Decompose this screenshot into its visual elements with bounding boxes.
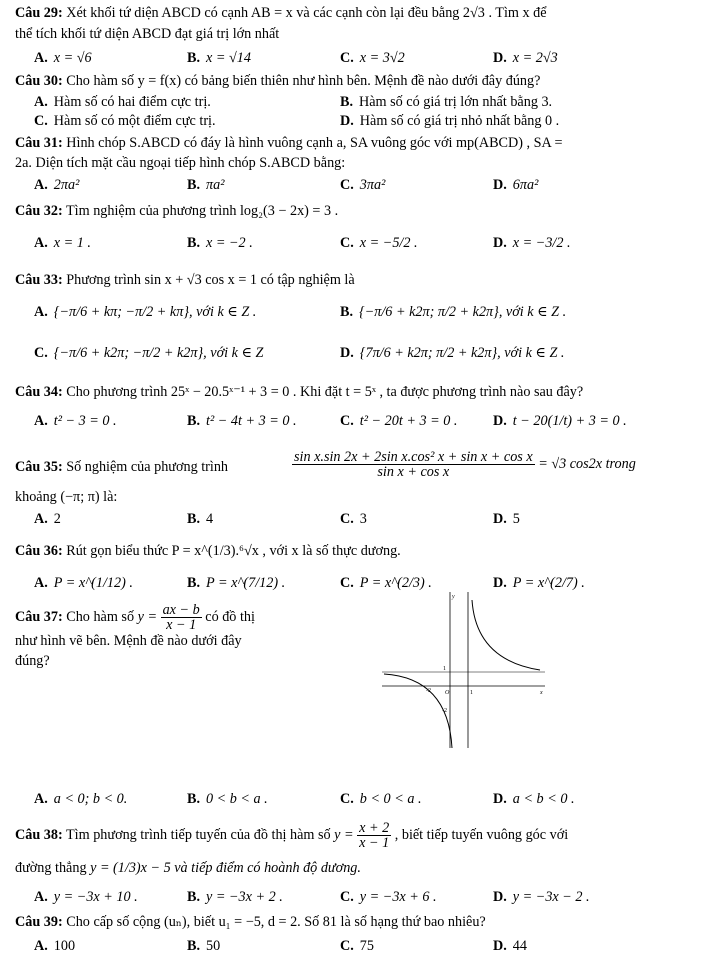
q30-option-a[interactable] [34, 93, 211, 111]
q29-line2: thể tích khối tứ diện ABCD đạt giá trị lớn nhất [15, 26, 280, 42]
option-letter: A. [34, 413, 48, 429]
option-letter: A. [34, 94, 48, 110]
q34-option-c[interactable] [340, 412, 457, 430]
tick-label: -2 [426, 688, 431, 694]
denominator: x − 1 [359, 835, 390, 851]
q37-option-b[interactable] [187, 790, 268, 808]
q38-text-b: , biết tiếp tuyến vuông góc với [394, 826, 569, 843]
q35-fraction [292, 450, 535, 479]
q34-line1 [15, 383, 583, 401]
q29-line1 [15, 4, 547, 22]
option-text: Hàm số có hai điểm cực trị. [53, 94, 211, 110]
option-letter: D. [493, 50, 507, 66]
q39-option-a[interactable] [34, 937, 75, 955]
option-letter: A. [34, 235, 48, 251]
option-letter: D. [493, 575, 507, 591]
option-text: P = x^(2/7) . [512, 575, 585, 591]
q30-option-d[interactable] [340, 112, 559, 130]
q33-line1 [15, 271, 355, 289]
denominator: sin x + cos x [377, 464, 450, 480]
y-label: y [452, 594, 455, 600]
option-text: P = x^(2/3) . [359, 575, 432, 591]
q29-option-b[interactable] [187, 49, 251, 67]
q29-option-c[interactable] [340, 49, 405, 67]
q38-text-c: đường thẳng [15, 860, 87, 876]
option-letter: D. [493, 511, 507, 527]
option-text: {−π/6 + k2π; −π/2 + k2π}, với k ∈ Z [53, 345, 264, 361]
q31-line2: 2a. Diện tích mặt cầu ngoại tiếp hình chóp S.ABCD bằng: [15, 155, 346, 171]
right-branch [472, 600, 540, 670]
q33-option-d[interactable] [340, 344, 564, 362]
q38-fraction [357, 821, 391, 850]
option-letter: A. [34, 304, 48, 320]
q39-text: Cho cấp số cộng (uₙ), biết u₁ = −5, d = 2. Số 81 là số hạng thứ bao nhiêu? [66, 914, 486, 930]
q39-line1 [15, 913, 486, 931]
option-letter: C. [34, 113, 48, 129]
option-letter: B. [187, 889, 201, 905]
option-text: 4 [206, 511, 214, 527]
option-letter: D. [493, 177, 507, 193]
option-letter: A. [34, 791, 48, 807]
option-text: x = 2√3 [512, 50, 558, 66]
q35-option-d[interactable] [493, 510, 520, 528]
option-letter: C. [340, 575, 354, 591]
q38-fn: y = [334, 826, 354, 843]
option-letter: B. [187, 791, 201, 807]
option-text: 5 [512, 511, 520, 527]
option-letter: C. [340, 511, 354, 527]
option-letter: B. [187, 575, 201, 591]
x-label: x [540, 690, 543, 696]
option-text: x = √14 [206, 50, 251, 66]
option-letter: B. [340, 94, 354, 110]
option-letter: B. [187, 50, 201, 66]
q37-line1 [15, 603, 255, 632]
option-letter: C. [340, 413, 354, 429]
q39-option-d[interactable] [493, 937, 527, 955]
q38-option-d[interactable] [493, 888, 590, 906]
option-letter: D. [493, 791, 507, 807]
q33-text: Phương trình sin x + √3 cos x = 1 có tập nghiệm là [66, 272, 355, 288]
option-letter: B. [340, 304, 354, 320]
q34-option-d[interactable] [493, 412, 627, 430]
option-text: Hàm số có giá trị lớn nhất bằng 3. [359, 94, 553, 110]
q31-option-a[interactable] [34, 176, 79, 194]
tick-label: -2 [442, 708, 447, 714]
q37-graph [380, 590, 550, 750]
q36-option-a[interactable] [34, 574, 133, 592]
option-text: πa² [206, 177, 225, 193]
q37-label: Câu 37: [15, 608, 63, 625]
q37-fn: y = [137, 608, 158, 625]
q34-label: Câu 34: [15, 384, 63, 400]
q36-text: Rút gọn biểu thức P = x^(1/3).⁶√x , với x là số thực dương. [66, 543, 401, 559]
q31-option-b[interactable] [187, 176, 224, 194]
option-text: x = −5/2 . [359, 235, 418, 251]
q31-option-c[interactable] [340, 176, 385, 194]
option-text: b < 0 < a . [359, 791, 422, 807]
tick-label: 1 [443, 666, 446, 672]
option-text: P = x^(7/12) . [206, 575, 286, 591]
option-letter: A. [34, 938, 48, 954]
denominator: x − 1 [166, 617, 197, 633]
q37-line3: đúng? [15, 653, 50, 669]
q38-line2 [15, 859, 361, 877]
q35-rhs: = √3 cos2x trong [538, 455, 636, 472]
q37-option-c[interactable] [340, 790, 422, 808]
option-letter: D. [493, 889, 507, 905]
option-text: a < b < 0 . [512, 791, 575, 807]
q33-label: Câu 33: [15, 272, 63, 288]
option-text: t² − 20t + 3 = 0 . [359, 413, 458, 429]
q30-option-b[interactable] [340, 93, 552, 111]
option-text: 2 [53, 511, 61, 527]
option-text: 100 [53, 938, 76, 954]
q36-label: Câu 36: [15, 543, 63, 559]
numerator: ax − b [162, 602, 200, 618]
q29-option-d[interactable] [493, 49, 558, 67]
option-letter: C. [34, 345, 48, 361]
q35-text: Số nghiệm của phương trình [66, 459, 229, 475]
q37-option-d[interactable] [493, 790, 575, 808]
option-text: x = −2 . [206, 235, 253, 251]
option-text: 6πa² [512, 177, 539, 193]
option-letter: A. [34, 889, 48, 905]
option-letter: D. [493, 235, 507, 251]
option-letter: A. [34, 50, 48, 66]
q29-option-a[interactable] [34, 49, 92, 67]
q31-option-d[interactable] [493, 176, 538, 194]
option-letter: C. [340, 791, 354, 807]
option-letter: A. [34, 575, 48, 591]
q32-line1 [15, 202, 338, 220]
q33-option-c[interactable] [34, 344, 263, 362]
q37-line2: như hình vẽ bên. Mệnh đề nào dưới đây [15, 633, 242, 649]
q32-option-d[interactable] [493, 234, 571, 252]
q33-option-a[interactable] [34, 303, 256, 321]
q32-option-b[interactable] [187, 234, 253, 252]
option-text: P = x^(1/12) . [53, 575, 133, 591]
option-text: t − 20(1/t) + 3 = 0 . [512, 413, 627, 429]
q35-equation [292, 450, 636, 479]
option-text: 0 < b < a . [206, 791, 268, 807]
q35-option-c[interactable] [340, 510, 367, 528]
q38-option-c[interactable] [340, 888, 437, 906]
option-letter: A. [34, 511, 48, 527]
option-text: 44 [512, 938, 527, 954]
option-letter: C. [340, 50, 354, 66]
option-text: t² − 3 = 0 . [53, 413, 117, 429]
option-text: Hàm số có một điểm cực trị. [53, 113, 216, 129]
option-letter: C. [340, 177, 354, 193]
option-text: x = −3/2 . [512, 235, 571, 251]
option-text: y = −3x + 2 . [206, 889, 283, 905]
q37-fraction [161, 603, 202, 632]
option-letter: B. [187, 938, 201, 954]
q29-text: Xét khối tứ diện ABCD có cạnh AB = x và các cạnh còn lại đều bằng 2√3 . Tìm x để [66, 5, 547, 21]
option-text: x = √6 [53, 50, 92, 66]
q36-line1 [15, 542, 401, 560]
q39-option-c[interactable] [340, 937, 374, 955]
q30-label: Câu 30: [15, 73, 63, 89]
origin-label: O [445, 690, 450, 696]
q34-text: Cho phương trình 25ˣ − 20.5ˣ⁻¹ + 3 = 0 . Khi đặt t = 5ˣ , ta được phương trình nào sau đây? [66, 384, 584, 400]
option-letter: B. [187, 235, 201, 251]
option-letter: C. [340, 889, 354, 905]
q38-label: Câu 38: [15, 826, 63, 843]
option-letter: A. [34, 177, 48, 193]
q31-line1 [15, 134, 563, 152]
option-text: a < 0; b < 0. [53, 791, 128, 807]
q32-option-c[interactable] [340, 234, 418, 252]
option-letter: D. [340, 113, 354, 129]
option-text: {7π/6 + k2π; π/2 + k2π}, với k ∈ Z . [359, 345, 565, 361]
q38-text-d: y = (1/3)x − 5 và tiếp điểm có hoành độ dương. [90, 860, 361, 876]
numerator: x + 2 [359, 820, 390, 836]
numerator: sin x.sin 2x + 2sin x.cos² x + sin x + cos x [294, 449, 533, 465]
q38-line1 [15, 821, 568, 850]
option-text: y = −3x + 10 . [53, 889, 138, 905]
option-text: 50 [206, 938, 221, 954]
option-letter: B. [187, 413, 201, 429]
q30-text: Cho hàm số y = f(x) có bảng biến thiên như hình bên. Mệnh đề nào dưới đây đúng? [66, 73, 541, 89]
q29-label: Câu 29: [15, 5, 63, 21]
tick-label: 1 [470, 690, 473, 696]
q37-option-a[interactable] [34, 790, 127, 808]
option-text: x = 3√2 [359, 50, 405, 66]
q35-line2: khoảng (−π; π) là: [15, 489, 118, 505]
q31-text: Hình chóp S.ABCD có đáy là hình vuông cạnh a, SA vuông góc với mp(ABCD) , SA = [66, 135, 563, 151]
q32-label: Câu 32: [15, 203, 63, 219]
option-letter: D. [493, 413, 507, 429]
q38-option-b[interactable] [187, 888, 283, 906]
option-text: x = 1 . [53, 235, 91, 251]
q36-option-b[interactable] [187, 574, 285, 592]
option-text: Hàm số có giá trị nhỏ nhất bằng 0 . [359, 113, 560, 129]
option-text: {−π/6 + k2π; π/2 + k2π}, với k ∈ Z . [359, 304, 567, 320]
q35-label: Câu 35: [15, 459, 63, 475]
option-text: y = −3x − 2 . [512, 889, 590, 905]
option-letter: D. [340, 345, 354, 361]
option-text: t² − 4t + 3 = 0 . [206, 413, 297, 429]
q37-text-b: có đồ thị [205, 608, 255, 625]
q34-option-a[interactable] [34, 412, 117, 430]
q37-text-a: Cho hàm số [66, 608, 135, 625]
q32-text: Tìm nghiệm của phương trình log₂(3 − 2x) = 3 . [66, 203, 339, 219]
q33-option-b[interactable] [340, 303, 566, 321]
q30-line1 [15, 72, 540, 90]
option-letter: C. [340, 938, 354, 954]
option-text: 3πa² [359, 177, 386, 193]
q35-line1 [15, 458, 228, 476]
option-letter: B. [187, 177, 201, 193]
q38-option-a[interactable] [34, 888, 138, 906]
option-text: 2πa² [53, 177, 80, 193]
q34-option-b[interactable] [187, 412, 297, 430]
q39-label: Câu 39: [15, 914, 63, 930]
q31-label: Câu 31: [15, 135, 63, 151]
q35-option-a[interactable] [34, 510, 61, 528]
option-letter: C. [340, 235, 354, 251]
option-text: {−π/6 + kπ; −π/2 + kπ}, với k ∈ Z . [53, 304, 257, 320]
option-text: 3 [359, 511, 367, 527]
q38-text-a: Tìm phương trình tiếp tuyến của đồ thị hàm số [66, 826, 331, 843]
option-letter: D. [493, 938, 507, 954]
q30-option-c[interactable] [34, 112, 216, 130]
q39-option-b[interactable] [187, 937, 220, 955]
q35-option-b[interactable] [187, 510, 213, 528]
q32-option-a[interactable] [34, 234, 91, 252]
option-letter: B. [187, 511, 201, 527]
option-text: 75 [359, 938, 374, 954]
option-text: y = −3x + 6 . [359, 889, 437, 905]
